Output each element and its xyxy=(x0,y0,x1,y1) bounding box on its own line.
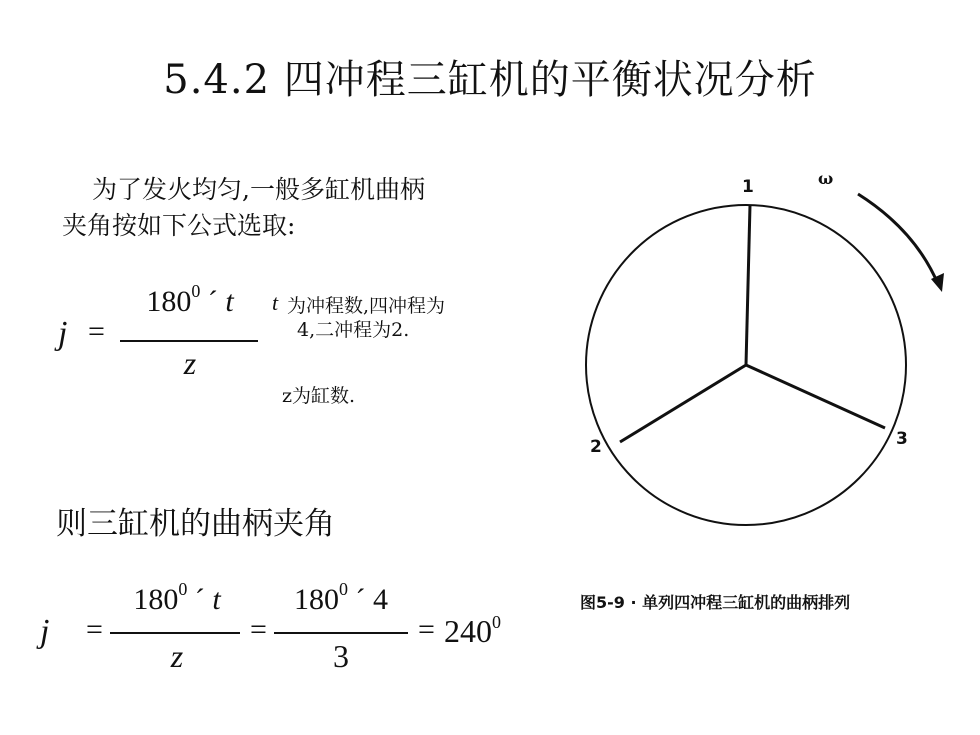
crank-label-3: 3 xyxy=(896,429,908,449)
crank-arm-3 xyxy=(746,365,885,428)
formula2-frac1-num-val: 180 xyxy=(133,583,179,616)
crank-arm-1 xyxy=(746,205,750,365)
formula1-numerator xyxy=(120,281,260,319)
figure-caption: 图5-9 · 单列四冲程三缸机的曲柄排列 xyxy=(580,593,851,612)
note-t-desc xyxy=(287,294,445,342)
crank-diagram xyxy=(560,160,960,550)
formula2-eq2: = xyxy=(250,613,267,646)
crank-label-1: 1 xyxy=(742,177,754,197)
formula2-frac1-num xyxy=(112,579,242,617)
formula2-lhs: j xyxy=(40,613,50,650)
formula2-frac1-den: z xyxy=(170,638,184,674)
note-z-desc: z为缸数. xyxy=(282,385,356,407)
omega-label: ω xyxy=(818,169,834,188)
formula2-frac1-sup: 0 xyxy=(178,579,188,599)
formula2-result-val: 240 xyxy=(444,613,492,649)
formula2-frac2-num-val: 180 xyxy=(294,583,339,616)
formula1-lhs: j xyxy=(58,315,68,352)
formula2-frac2-bar xyxy=(274,632,408,634)
formula2-result-sup: 0 xyxy=(492,612,501,632)
note-t-line2: 4,二冲程为2. xyxy=(297,319,410,341)
formula2-frac2-num xyxy=(274,579,408,617)
formula1-eq: = xyxy=(88,315,105,348)
formula2-eq3: = xyxy=(418,613,435,646)
intro-line2: 夹角按如下公式选取: xyxy=(62,211,296,240)
note-t-symbol: t xyxy=(272,290,279,315)
formula2-frac2-val: 4 xyxy=(373,583,388,616)
formula2-frac2-den: 3 xyxy=(333,638,349,674)
formula2-frac1-bar xyxy=(110,632,240,634)
formula1-fraction-bar xyxy=(120,340,258,342)
formula2-frac2-sup: 0 xyxy=(339,579,348,599)
crank-arm-2 xyxy=(620,365,746,442)
formula-2 xyxy=(40,579,530,693)
formula1-den: z xyxy=(183,345,197,381)
intro-paragraph xyxy=(62,172,532,244)
formula1-times: ´ xyxy=(207,285,218,318)
formula1-num: 180 xyxy=(146,285,192,318)
rotation-arrow xyxy=(858,194,938,284)
formula2-frac1-times: ´ xyxy=(194,583,205,616)
formula1-num-sup: 0 xyxy=(191,281,201,301)
formula2-result xyxy=(444,613,501,650)
formula2-eq1: = xyxy=(86,613,103,646)
formula1-t: t xyxy=(225,285,234,318)
formula-1 xyxy=(58,281,268,395)
crank-label-2: 2 xyxy=(590,437,602,457)
note-t-line1: 为冲程数,四冲程为 xyxy=(287,295,446,317)
subheading: 则三缸机的曲柄夹角 xyxy=(56,506,335,542)
slide-title: 5.4.2 四冲程三缸机的平衡状况分析 xyxy=(163,57,817,103)
intro-line1: 为了发火均匀,一般多缸机曲柄 xyxy=(92,175,425,204)
formula2-frac1-t: t xyxy=(212,583,221,616)
formula2-frac2-times: ´ xyxy=(355,583,366,616)
